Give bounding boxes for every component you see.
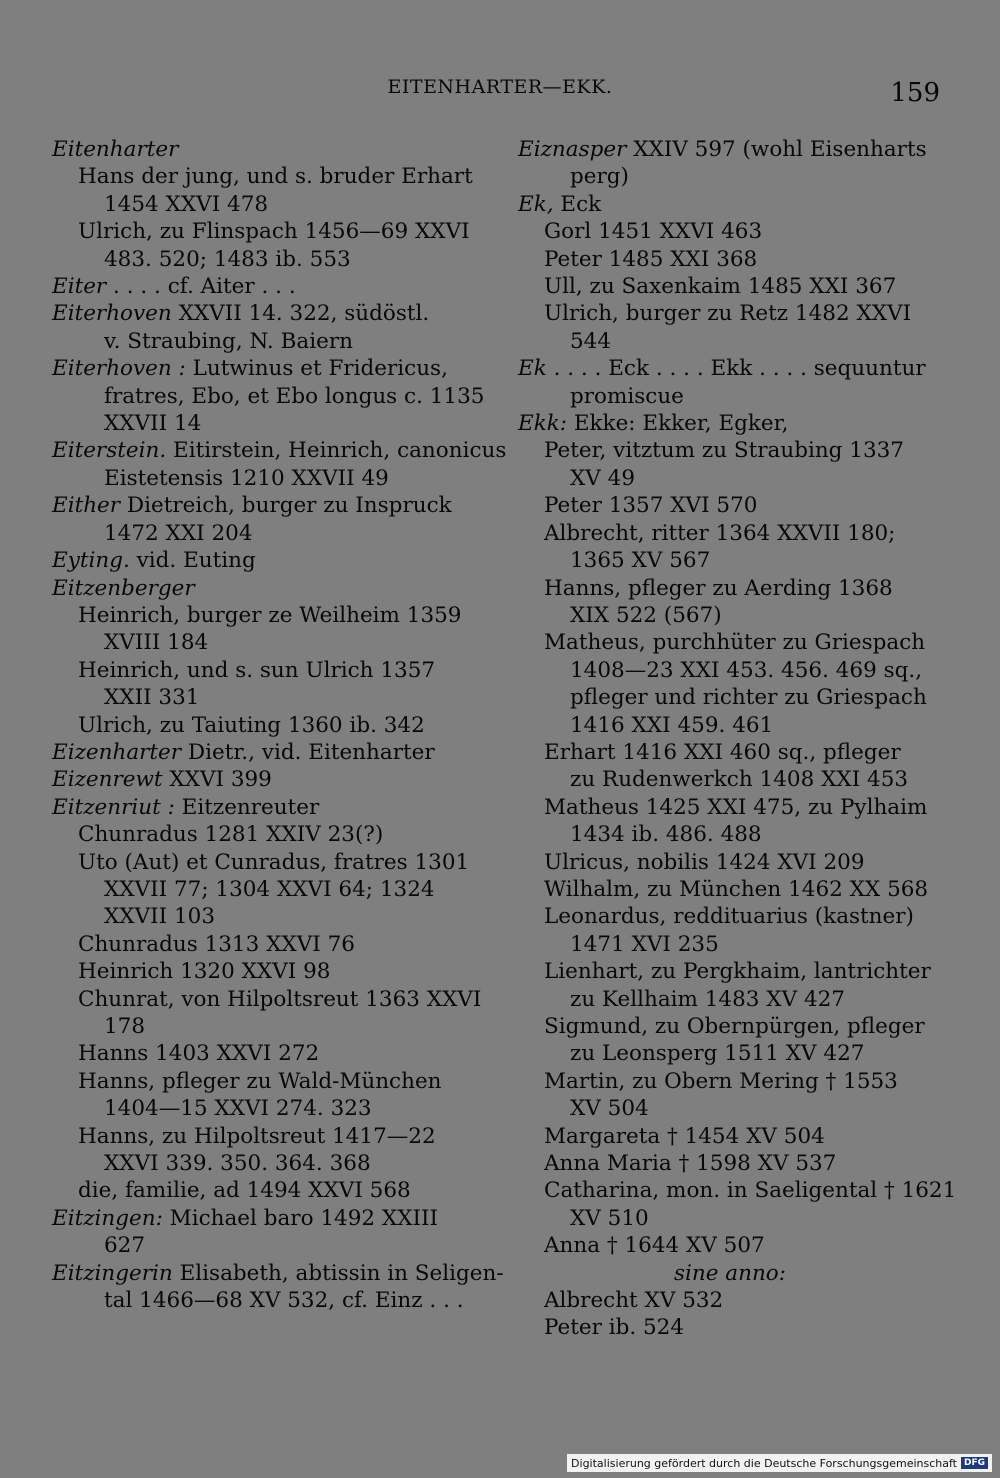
entry-text: . . . . cf. Aiter . . . <box>106 274 296 300</box>
entry-text: XIX 522 (567) <box>570 602 722 628</box>
index-line <box>52 547 476 574</box>
index-line <box>518 1314 942 1341</box>
entry-headword: Ekk: <box>518 411 567 437</box>
index-line <box>52 602 476 629</box>
entry-headword: Eiterhoven <box>52 301 172 327</box>
index-line <box>52 739 476 766</box>
entry-text: 627 <box>104 1233 146 1259</box>
index-line <box>52 849 476 876</box>
entry-text: tal 1466—68 XV 532, cf. Einz . . . <box>104 1288 464 1314</box>
index-line <box>518 1260 942 1287</box>
index-line <box>518 218 942 245</box>
index-line <box>52 1205 476 1232</box>
index-line <box>518 492 942 519</box>
entry-headword: Eizenharter <box>52 739 182 765</box>
running-title: EITENHARTER—EKK. <box>387 76 613 98</box>
index-line <box>52 903 476 930</box>
entry-text: Chunrat, von Hilpoltsreut 1363 XXVI <box>78 986 482 1012</box>
index-line <box>52 876 476 903</box>
index-line <box>518 355 942 382</box>
right-column <box>518 136 957 1342</box>
entry-text: Ulrich, zu Taiuting 1360 ib. 342 <box>78 712 425 738</box>
entry-text: 1365 XV 567 <box>570 548 711 574</box>
entry-text: 544 <box>570 328 612 354</box>
entry-headword: Eiterhoven : <box>52 356 186 382</box>
entry-text: perg) <box>570 164 629 190</box>
index-line <box>518 849 942 876</box>
index-line <box>52 1095 476 1122</box>
entry-text: XXVI 339. 350. 364. 368 <box>104 1151 371 1177</box>
entry-text: Lutwinus et Fridericus, <box>185 356 448 382</box>
index-line <box>52 766 476 793</box>
entry-text: 1454 XXVI 478 <box>104 191 269 217</box>
index-line <box>518 629 942 656</box>
entry-text: Hans der jung, und s. bruder Erhart <box>78 164 473 190</box>
entry-text: Hanns, pfleger zu Aerding 1368 <box>544 575 893 601</box>
entry-text: Dietreich, burger zu Inspruck <box>120 493 452 519</box>
entry-text: Chunradus 1281 XXIV 23(?) <box>78 822 384 848</box>
index-line <box>52 191 476 218</box>
index-line <box>52 629 476 656</box>
index-line <box>518 163 942 190</box>
page-number: 159 <box>890 78 940 108</box>
index-line <box>52 328 476 355</box>
index-line <box>518 1150 942 1177</box>
index-line <box>518 931 942 958</box>
entry-headword: Eitzingen: <box>52 1205 163 1231</box>
entry-text: XXVII 77; 1304 XXVI 64; 1324 <box>104 876 435 902</box>
index-line <box>518 437 942 464</box>
index-line <box>52 218 476 245</box>
index-line <box>52 1013 476 1040</box>
index-line <box>518 821 942 848</box>
entry-text: 1472 XXI 204 <box>104 520 253 546</box>
index-line <box>518 520 942 547</box>
index-line <box>52 1287 476 1314</box>
entry-text: Anna Maria † 1598 XV 537 <box>544 1151 837 1177</box>
entry-headword: Eyting. <box>52 548 130 574</box>
entry-text: Ulricus, nobilis 1424 XVI 209 <box>544 849 865 875</box>
index-line <box>518 1232 942 1259</box>
digitization-credit <box>567 1454 992 1472</box>
index-line <box>52 986 482 1013</box>
index-line <box>52 794 476 821</box>
index-line <box>52 1150 476 1177</box>
index-line <box>52 1232 476 1259</box>
entry-text: XV 49 <box>570 465 636 491</box>
entry-text: zu Rudenwerkch 1408 XXI 453 <box>570 767 909 793</box>
entry-headword: Eitzenriut : <box>52 794 175 820</box>
index-line <box>518 684 942 711</box>
index-line <box>518 246 942 273</box>
index-line <box>52 437 507 464</box>
index-line <box>518 876 942 903</box>
entry-headword: Eizenrewt <box>52 767 163 793</box>
index-line <box>52 383 485 410</box>
index-line <box>518 903 942 930</box>
index-line <box>518 1095 942 1122</box>
index-line <box>52 657 476 684</box>
index-line <box>52 163 476 190</box>
entry-text: XV 504 <box>570 1096 649 1122</box>
index-line <box>52 410 476 437</box>
index-line <box>518 1068 942 1095</box>
entry-headword: Either <box>52 493 121 519</box>
entry-text: Erhart 1416 XXI 460 sq., pfleger <box>544 739 901 765</box>
entry-text: zu Leonsperg 1511 XV 427 <box>570 1041 865 1067</box>
entry-text: XXVII 14 <box>104 411 202 437</box>
entry-text: Heinrich, burger ze Weilheim 1359 <box>78 602 462 628</box>
index-line <box>518 1287 942 1314</box>
index-line <box>518 794 942 821</box>
entry-text: fratres, Ebo, et Ebo longus c. 1135 <box>104 383 485 409</box>
entry-text: 1408—23 XXI 453. 456. 469 sq., <box>570 657 923 683</box>
index-line <box>52 492 476 519</box>
entry-text: v. Straubing, N. Baiern <box>104 328 353 354</box>
entry-text: die, familie, ad 1494 XXVI 568 <box>78 1178 411 1204</box>
index-line <box>518 712 942 739</box>
index-line <box>518 1205 942 1232</box>
index-line <box>52 1177 476 1204</box>
entry-text: Leonardus, reddituarius (kastner) <box>544 904 914 930</box>
entry-text: Martin, zu Obern Mering † 1553 <box>544 1068 898 1094</box>
entry-text: Peter 1357 XVI 570 <box>544 493 758 519</box>
index-line <box>52 684 476 711</box>
index-line <box>518 300 942 327</box>
entry-headword: Eiznasper <box>518 137 627 162</box>
entry-text: Elisabeth, abtissin in Seligen- <box>172 1260 504 1286</box>
dfg-logo: DFG <box>961 1457 988 1469</box>
entry-text: Dietr., vid. Eitenharter <box>181 739 435 765</box>
entry-text: Hanns 1403 XXVI 272 <box>78 1041 320 1067</box>
entry-text: Albrecht, ritter 1364 XXVII 180; <box>544 520 896 546</box>
entry-text: Ekke: Ekker, Egker, <box>567 411 789 437</box>
index-line <box>52 1260 504 1287</box>
entry-text: Hanns, pfleger zu Wald-München <box>78 1068 442 1094</box>
entry-text: XVIII 184 <box>104 630 209 656</box>
entry-text: Wilhalm, zu München 1462 XX 568 <box>544 876 929 902</box>
entry-text: XV 510 <box>570 1205 649 1231</box>
left-column <box>52 136 507 1314</box>
index-line <box>52 1068 476 1095</box>
entry-text: pfleger und richter zu Griespach <box>570 685 927 711</box>
index-line <box>518 986 942 1013</box>
index-line <box>518 383 942 410</box>
index-line <box>518 136 942 163</box>
entry-text: 1471 XVI 235 <box>570 931 719 957</box>
entry-text: Ulrich, burger zu Retz 1482 XXVI <box>544 301 912 327</box>
entry-text: Ull, zu Saxenkaim 1485 XXI 367 <box>544 274 897 300</box>
entry-headword: Eiterstein. <box>52 438 167 464</box>
entry-text: Sigmund, zu Obernpürgen, pfleger <box>544 1014 925 1039</box>
index-line <box>52 246 476 273</box>
entry-headword: Ek <box>518 356 547 382</box>
index-line <box>52 575 476 602</box>
index-line <box>518 958 942 985</box>
entry-headword: Eiter <box>52 274 107 300</box>
index-line <box>518 465 942 492</box>
entry-text: Heinrich 1320 XXVI 98 <box>78 959 331 985</box>
entry-text: Eitzenreuter <box>174 794 320 820</box>
credit-text: Digitalisierung gefördert durch die Deutsche Forschungsgemeinschaft <box>571 1456 957 1470</box>
entry-text: 483. 520; 1483 ib. 553 <box>104 246 351 272</box>
index-line <box>518 547 942 574</box>
index-line <box>518 1177 957 1204</box>
entry-text: XXVII 103 <box>104 904 215 930</box>
entry-text: zu Kellhaim 1483 XV 427 <box>570 986 845 1012</box>
entry-text: 1416 XXI 459. 461 <box>570 712 774 738</box>
entry-text: Anna † 1644 XV 507 <box>544 1233 765 1259</box>
entry-text: Gorl 1451 XXVI 463 <box>544 219 763 245</box>
entry-text: Margareta † 1454 XV 504 <box>544 1123 825 1149</box>
index-line <box>52 1123 476 1150</box>
entry-headword: Ek, <box>518 191 554 217</box>
index-line <box>52 958 476 985</box>
entry-text: XXVI 399 <box>162 767 272 793</box>
index-line <box>52 520 476 547</box>
index-line <box>518 1013 942 1040</box>
index-line <box>52 355 476 382</box>
entry-text: Hanns, zu Hilpoltsreut 1417—22 <box>78 1123 436 1149</box>
entry-headword: Eitzingerin <box>52 1260 173 1286</box>
entry-text: Matheus, purchhüter zu Griespach <box>544 630 926 656</box>
index-line <box>518 1040 942 1067</box>
index-line <box>518 1123 942 1150</box>
entry-text: Heinrich, und s. sun Ulrich 1357 <box>78 657 436 683</box>
index-line <box>518 191 942 218</box>
entry-text: Peter ib. 524 <box>544 1315 685 1341</box>
index-line <box>518 657 942 684</box>
entry-text: Uto (Aut) et Cunradus, fratres 1301 <box>78 849 470 875</box>
entry-headword: sine anno: <box>673 1260 786 1286</box>
entry-text: Matheus 1425 XXI 475, zu Pylhaim <box>544 794 928 820</box>
index-line <box>518 766 942 793</box>
index-line <box>518 575 942 602</box>
index-line <box>52 821 476 848</box>
entry-text: promiscue <box>570 383 684 409</box>
index-line <box>52 136 476 163</box>
entry-text: XXII 331 <box>104 685 200 711</box>
entry-text: Peter, vitztum zu Straubing 1337 <box>544 438 904 464</box>
index-line <box>52 712 476 739</box>
entry-text: vid. Euting <box>129 548 256 574</box>
entry-text: XXVII 14. 322, südöstl. <box>171 301 430 327</box>
entry-text: Catharina, mon. in Saeligental † 1621 <box>544 1178 957 1204</box>
index-line <box>52 300 476 327</box>
index-line <box>518 410 942 437</box>
entry-headword: Eitzenberger <box>52 575 195 601</box>
index-line <box>52 931 476 958</box>
index-line <box>518 602 942 629</box>
entry-text: Eistetensis 1210 XXVII 49 <box>104 465 389 491</box>
entry-text: 1404—15 XXVI 274. 323 <box>104 1096 372 1122</box>
entry-text: Michael baro 1492 XXIII <box>162 1205 438 1231</box>
entry-headword: Eitenharter <box>52 137 179 162</box>
entry-text: 178 <box>104 1014 146 1039</box>
entry-text: Albrecht XV 532 <box>544 1288 724 1314</box>
entry-text: . . . . Eck . . . . Ekk . . . . sequuntur <box>546 356 926 382</box>
entry-text: Peter 1485 XXI 368 <box>544 246 758 272</box>
index-line <box>518 739 942 766</box>
entry-text: 1434 ib. 486. 488 <box>570 822 762 848</box>
index-line <box>52 1040 476 1067</box>
index-line <box>518 328 942 355</box>
entry-text: Eck <box>553 191 602 217</box>
index-line <box>52 273 476 300</box>
entry-text: Ulrich, zu Flinspach 1456—69 XXVI <box>78 219 470 245</box>
index-line <box>518 273 942 300</box>
entry-text: Lienhart, zu Pergkhaim, lantrichter <box>544 959 931 985</box>
index-line <box>52 465 476 492</box>
entry-text: Eitirstein, Heinrich, canonicus <box>166 438 507 464</box>
entry-text: XXIV 597 (wohl Eisenharts <box>626 137 927 162</box>
entry-text: Chunradus 1313 XXVI 76 <box>78 931 355 957</box>
